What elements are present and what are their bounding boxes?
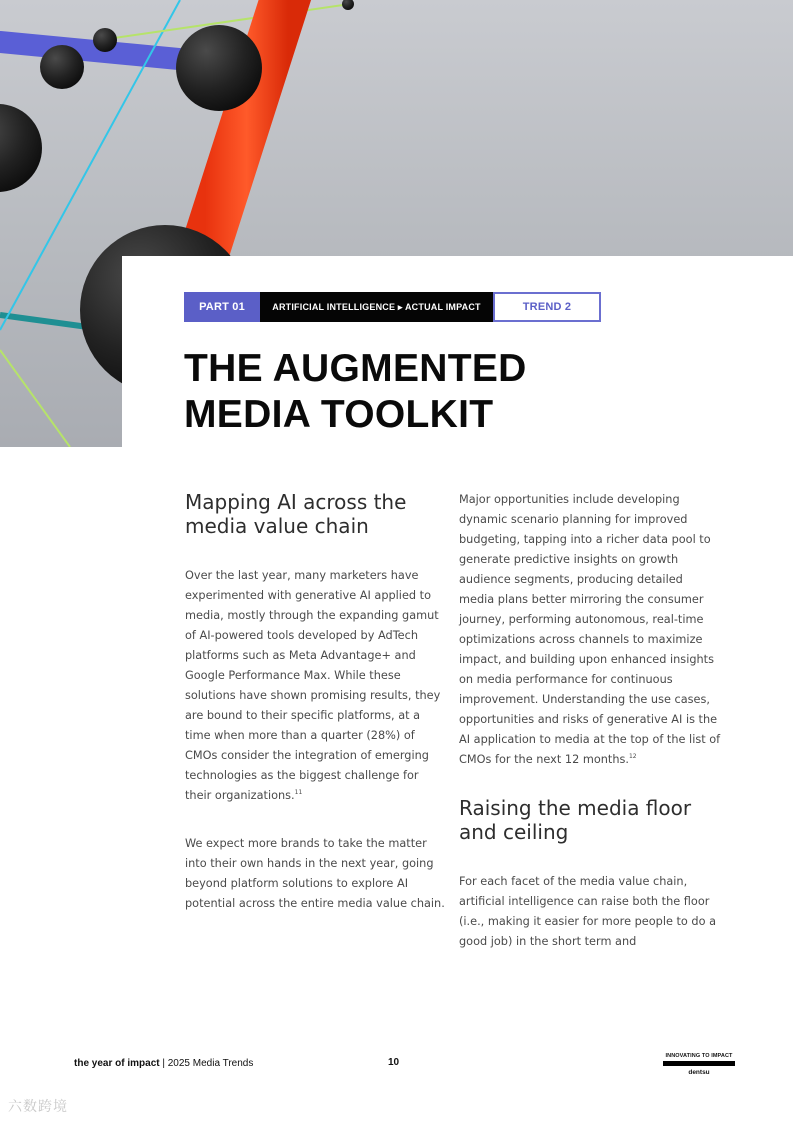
green-line xyxy=(0,350,70,447)
sphere xyxy=(93,28,117,52)
section-heading-raising xyxy=(459,796,721,844)
right-column xyxy=(459,490,721,952)
report-subtitle: | 2025 Media Trends xyxy=(159,1058,254,1069)
logo-bar xyxy=(663,1061,735,1066)
breadcrumb: ARTIFICIAL INTELLIGENCE ▸ ACTUAL IMPACT xyxy=(260,292,493,322)
paragraph xyxy=(459,490,721,770)
part-tag: PART 01 xyxy=(184,292,260,322)
dentsu-logo xyxy=(663,1053,735,1076)
section-tag-bar xyxy=(184,292,601,322)
footer-report-title xyxy=(74,1058,253,1069)
report-name: the year of impact xyxy=(74,1058,160,1069)
heading-line: media value chain xyxy=(185,514,369,538)
title-line-1: THE AUGMENTED xyxy=(184,347,527,390)
section-heading-mapping xyxy=(185,490,447,538)
heading-line: Mapping AI across the xyxy=(185,490,407,514)
title-line-2: MEDIA TOOLKIT xyxy=(184,393,494,436)
heading-line: Raising the media floor xyxy=(459,796,692,820)
paragraph-text: Over the last year, many marketers have experimented with generative AI applied to media, mostly through the expanding gamut of AI-powered tools developed by AdTech platforms such as Meta Advantage+ and Google Performance Max. While these solutions have shown promising results, they are bound to their specific platforms, at a time when more than a quarter (28%) of CMOs consider the integration of emerging technologies as the biggest challenge for their organizations. xyxy=(185,569,441,802)
trend-tag: TREND 2 xyxy=(493,292,601,322)
page-number: 10 xyxy=(388,1057,400,1068)
footnote-ref: 12 xyxy=(628,753,637,760)
paragraph-text: Major opportunities include developing dynamic scenario planning for improved budgeting, tapping into a richer data pool to generate predictive insights on growth audience segments, producing detailed media plans better mirroring the consumer journey, performing autonomous, real-time optimizations across channels to maximize impact, and building upon enhanced insights on media performance for continuous improvement. Understanding the use cases, opportunities and risks of generative AI is the AI application to media at the top of the list of CMOs for the next 12 months. xyxy=(459,493,721,766)
footnote-ref: 11 xyxy=(294,789,303,796)
heading-line: and ceiling xyxy=(459,820,569,844)
sphere xyxy=(176,25,262,111)
left-column xyxy=(185,490,447,914)
paragraph: For each facet of the media value chain, artificial intelligence can raise both the floor (i.e., making it easier for more people to do a good job) in the short term and xyxy=(459,875,717,948)
page-title xyxy=(184,346,604,438)
watermark: 六数跨境 xyxy=(8,1099,68,1115)
logo-tagline: INNOVATING TO IMPACT xyxy=(665,1053,733,1059)
logo-brand: dentsu xyxy=(688,1069,710,1076)
sphere xyxy=(40,45,84,89)
paragraph: We expect more brands to take the matter into their own hands in the next year, going beyond platform solutions to explore AI potential across the entire media value chain. xyxy=(185,837,445,910)
sphere xyxy=(342,0,354,10)
paragraph xyxy=(185,566,447,806)
sphere xyxy=(0,104,42,192)
